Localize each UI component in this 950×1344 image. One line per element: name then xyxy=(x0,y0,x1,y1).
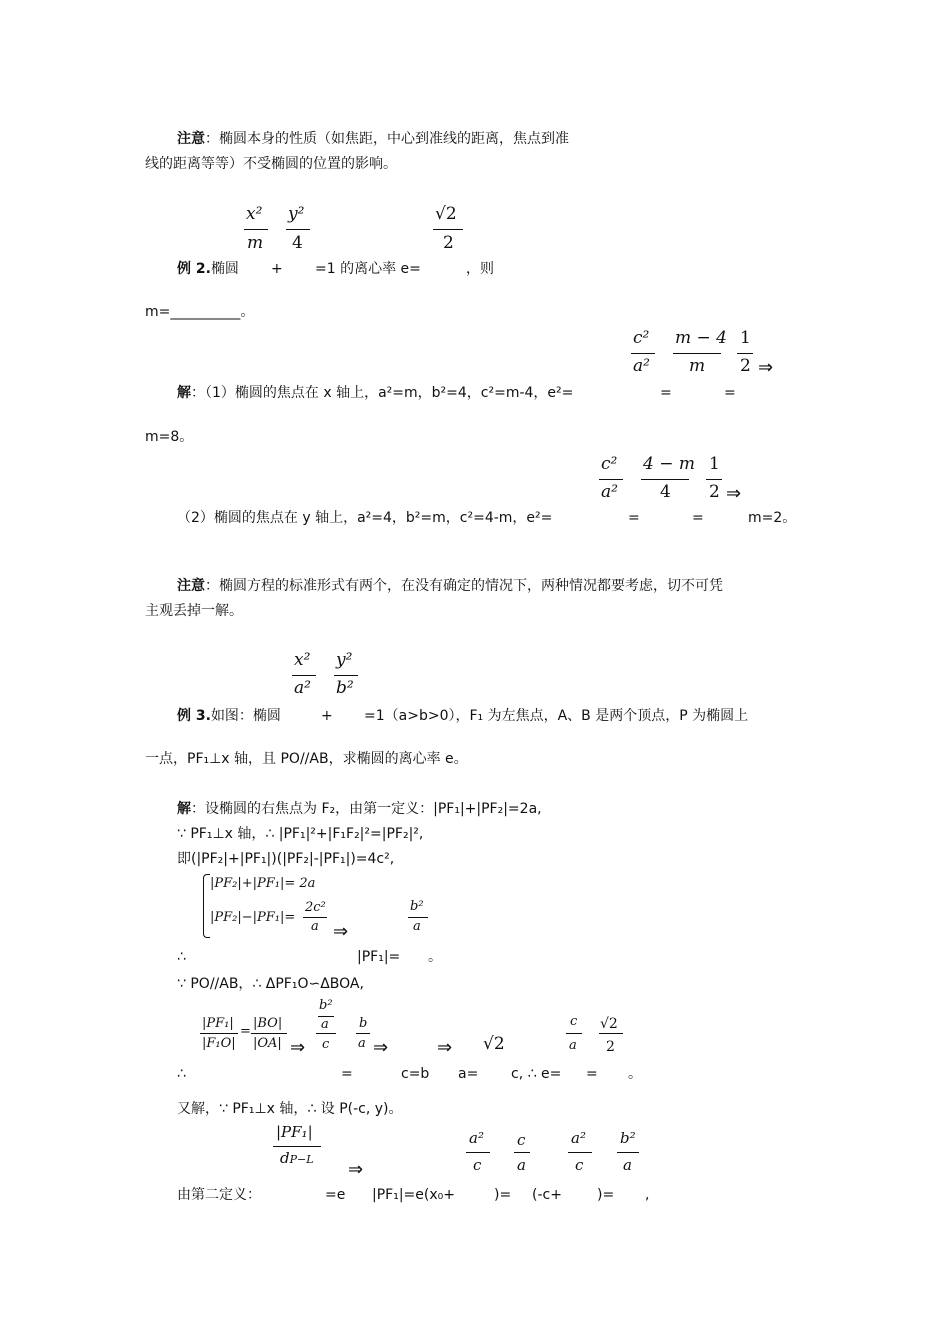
note2-line2: 主观丢掉一解。 xyxy=(145,603,243,619)
s3-alt: 又解，∵ PF₁⊥x 轴，∴ 设 P(-c, y)。 xyxy=(177,1101,403,1117)
s2-case2-eq2: = xyxy=(692,510,704,526)
s3-sys1: |PF₂|+|PF₁|= 2a xyxy=(210,876,316,891)
ex2-frac-bar-3 xyxy=(433,229,463,230)
ex3-frac-y2: y² xyxy=(336,650,353,670)
s3-f4-bar xyxy=(617,1152,639,1153)
s3-f4-a: a xyxy=(623,1156,632,1174)
s3-line2: ∵ PF₁⊥x 轴，∴ |PF₁|²+|F₁F₂|²=|PF₂|², xyxy=(177,826,424,842)
s2-case1-text: ：（1）椭圆的焦点在 x 轴上，a²=m，b²=4，c²=m-4，e²= xyxy=(191,385,574,401)
s3-r-implies-2: ⇒ xyxy=(373,1037,389,1058)
s3-pf1-end: 。 xyxy=(428,949,442,965)
s2-c1-bar-2 xyxy=(673,353,721,354)
s3-f3-a2: a² xyxy=(571,1129,586,1147)
ex3-frac-b2: b² xyxy=(336,678,354,698)
s3-dot: 。 xyxy=(628,1066,642,1082)
s3-f1-a2: a² xyxy=(469,1129,484,1147)
s3-f2-bar xyxy=(514,1152,530,1153)
ex2-frac-sqrt2: √2 xyxy=(435,204,457,224)
s3-system-brace xyxy=(203,874,210,938)
s3-line5: ∵ PO//AB，∴ ΔPF₁O∽ΔBOA, xyxy=(177,976,364,992)
ex3-label: 例 3. xyxy=(177,708,211,724)
s3-cb: c=b xyxy=(401,1066,430,1082)
s3-r-implies-1: ⇒ xyxy=(290,1037,306,1058)
s3-e-2: 2 xyxy=(606,1039,615,1055)
s3-comma: , xyxy=(645,1187,650,1203)
s3-r-bar-1 xyxy=(200,1033,238,1034)
s3-pf1-eq: |PF₁|= xyxy=(357,949,401,965)
s3-sys-implies: ⇒ xyxy=(333,921,349,942)
s3-r-b2-a: a xyxy=(321,1017,329,1032)
s2-c2-bar-1 xyxy=(599,479,623,480)
s3-b2-bar xyxy=(408,917,428,918)
s2-c1-bar-3 xyxy=(737,353,753,354)
ex3-text-b: =1（a>b>0），F₁ 为左焦点，A、B 是两个顶点，P 为椭圆上 xyxy=(364,708,749,724)
s2-c2-frac-a2: a² xyxy=(601,482,618,502)
ex2-frac-x2: x² xyxy=(246,204,263,224)
s3-sys2-den: a xyxy=(311,919,319,934)
ex3-frac-x2: x² xyxy=(294,650,311,670)
s2-case1-eq2: = xyxy=(724,385,736,401)
s3-r-b: b xyxy=(359,1016,368,1031)
s3-neg-c: (-c+ xyxy=(532,1187,562,1203)
s2-c2-frac-4: 4 xyxy=(660,482,671,502)
s2-c1-frac-mm4: m − 4 xyxy=(675,328,727,348)
s3-d-sub: P−L xyxy=(289,1153,314,1166)
s2-c1-frac-2: 2 xyxy=(740,356,751,376)
s3-r-f1o: |F₁O| xyxy=(202,1036,236,1051)
note1-text1: ：椭圆本身的性质（如焦距，中心到准线的距离，焦点到准 xyxy=(205,131,569,147)
s2-c1-bar-1 xyxy=(631,353,655,354)
s3-r-sqrt2: √2 xyxy=(483,1034,505,1054)
s3-r-bo: |BO| xyxy=(253,1016,283,1031)
ex2-frac-2: 2 xyxy=(443,233,454,253)
s3-f4-b2: b² xyxy=(620,1129,636,1147)
s3-text1: ：设椭圆的右焦点为 F₂，由第一定义：|PF₁|+|PF₂|=2a, xyxy=(191,801,542,817)
s3-second-def: 由第二定义： xyxy=(177,1187,261,1203)
ex3-bar-1 xyxy=(292,675,316,676)
s2-c2-bar-3 xyxy=(706,479,722,480)
ex3-bar-2 xyxy=(334,675,358,676)
s3-d-num: |PF₁| xyxy=(276,1123,313,1141)
s3-r-b2: b² xyxy=(319,998,333,1013)
ex2-text-c: ，则 xyxy=(466,261,494,277)
s3-e-bar-2 xyxy=(599,1033,623,1034)
s3-r-pf1: |PF₁| xyxy=(202,1016,234,1031)
s2-c2-implies: ⇒ xyxy=(726,483,742,504)
ex2-frac-y2: y² xyxy=(288,204,305,224)
s3-e-sqrt2: √2 xyxy=(600,1016,618,1032)
s3-f1-c: c xyxy=(473,1156,482,1174)
s3-r-bar-3 xyxy=(316,1033,336,1034)
s2-c1-frac-c2: c² xyxy=(633,328,650,348)
s3-f3-bar xyxy=(568,1152,592,1153)
ex2-frac-bar-1 xyxy=(244,229,268,230)
s3-sys2-num: 2c² xyxy=(305,900,326,915)
s3-eq-e: =e xyxy=(325,1187,346,1203)
note2-label: 注意 xyxy=(177,578,205,594)
ex3-frac-a2: a² xyxy=(294,678,311,698)
s3-r-a: a xyxy=(358,1036,366,1051)
s3-r-bar-2 xyxy=(251,1033,287,1034)
s3-f1-bar xyxy=(466,1152,490,1153)
s2-label: 解 xyxy=(177,385,191,401)
s3-e-c: c xyxy=(570,1014,578,1029)
s3-therefore2: ∴ xyxy=(177,1066,186,1082)
s3-e-a: a xyxy=(569,1038,577,1053)
ex3-line1 xyxy=(177,707,281,725)
ex2-text-b: =1 的离心率 e= xyxy=(315,261,421,277)
s2-c1-frac-m: m xyxy=(689,356,706,376)
s2-case2-result: m=2。 xyxy=(748,510,797,526)
s3-sys2-bar xyxy=(303,917,327,918)
ex2-plus: + xyxy=(271,261,283,277)
s3-r-bar-4 xyxy=(356,1033,370,1034)
s3-f3-c: c xyxy=(575,1156,584,1174)
ex2-frac-4: 4 xyxy=(292,233,303,253)
ex2-text-a: 椭圆 xyxy=(210,261,239,277)
s3-r-eq: = xyxy=(240,1024,251,1039)
s2-case2-text: （2）椭圆的焦点在 y 轴上，a²=4，b²=m，c²=4-m，e²= xyxy=(177,510,553,526)
s2-case2-eq1: = xyxy=(628,510,640,526)
ex2-label: 例 2. xyxy=(177,261,211,277)
s3-therefore1: ∴ xyxy=(177,949,186,965)
note2-line1 xyxy=(177,577,723,595)
ex2-answer-blank: m=__________。 xyxy=(145,304,255,320)
s3-line3: 即(|PF₂|+|PF₁|)(|PF₂|-|PF₁|)=4c², xyxy=(177,851,395,867)
ex2-line1 xyxy=(177,260,239,278)
s2-c2-bar-2 xyxy=(641,479,689,480)
s2-c1-frac-a2: a² xyxy=(633,356,650,376)
ex3-line2: 一点，PF₁⊥x 轴，且 PO//AB，求椭圆的离心率 e。 xyxy=(145,751,468,767)
s3-sys2: |PF₂|−|PF₁|= xyxy=(210,910,296,925)
s2-case1-result: m=8。 xyxy=(145,429,194,445)
note1-label: 注意 xyxy=(177,131,205,147)
s2-c1-implies: ⇒ xyxy=(758,357,774,378)
s2-c2-frac-2: 2 xyxy=(709,482,720,502)
s3-eq-end: = xyxy=(586,1066,598,1082)
s2-case1-eq1: = xyxy=(660,385,672,401)
s3-c-e: c, ∴ e= xyxy=(511,1066,562,1082)
s3-line1 xyxy=(177,800,542,818)
s3-d-den xyxy=(280,1150,314,1168)
s2-c2-frac-4mm: 4 − m xyxy=(643,454,695,474)
s3-a-eq: a= xyxy=(458,1066,479,1082)
s2-c2-frac-1: 1 xyxy=(709,454,720,474)
s2-c1-frac-1: 1 xyxy=(740,328,751,348)
s3-e-bar xyxy=(566,1033,582,1034)
s3-d-letter: d xyxy=(280,1149,290,1167)
ex3-text-a: 如图：椭圆 xyxy=(210,708,281,724)
s3-close2: )= xyxy=(597,1187,615,1203)
s3-r-c: c xyxy=(322,1037,330,1052)
s3-b2-a: a xyxy=(413,919,421,934)
s2-case1-line xyxy=(177,384,573,402)
note2-text1: ：椭圆方程的标准形式有两个，在没有确定的情况下，两种情况都要考虑，切不可凭 xyxy=(205,578,723,594)
note1-line2: 线的距离等等）不受椭圆的位置的影响。 xyxy=(145,156,397,172)
s3-b2: b² xyxy=(410,899,424,914)
note1-line1 xyxy=(177,130,569,148)
ex3-plus: + xyxy=(321,708,333,724)
s3-pf1-ex: |PF₁|=e(x₀+ xyxy=(372,1187,455,1203)
s3-close1: )= xyxy=(494,1187,512,1203)
s3-d-implies: ⇒ xyxy=(348,1159,364,1180)
s3-label: 解 xyxy=(177,801,191,817)
s3-eq-sign: = xyxy=(341,1066,353,1082)
s3-r-implies-3: ⇒ xyxy=(437,1037,453,1058)
s3-r-oa: |OA| xyxy=(253,1036,282,1051)
s3-f2-c: c xyxy=(517,1131,526,1149)
s2-c2-frac-c2: c² xyxy=(601,454,618,474)
s3-d-bar xyxy=(273,1146,321,1147)
s3-f2-a: a xyxy=(517,1156,526,1174)
ex2-frac-m: m xyxy=(247,233,264,253)
ex2-frac-bar-2 xyxy=(286,229,310,230)
